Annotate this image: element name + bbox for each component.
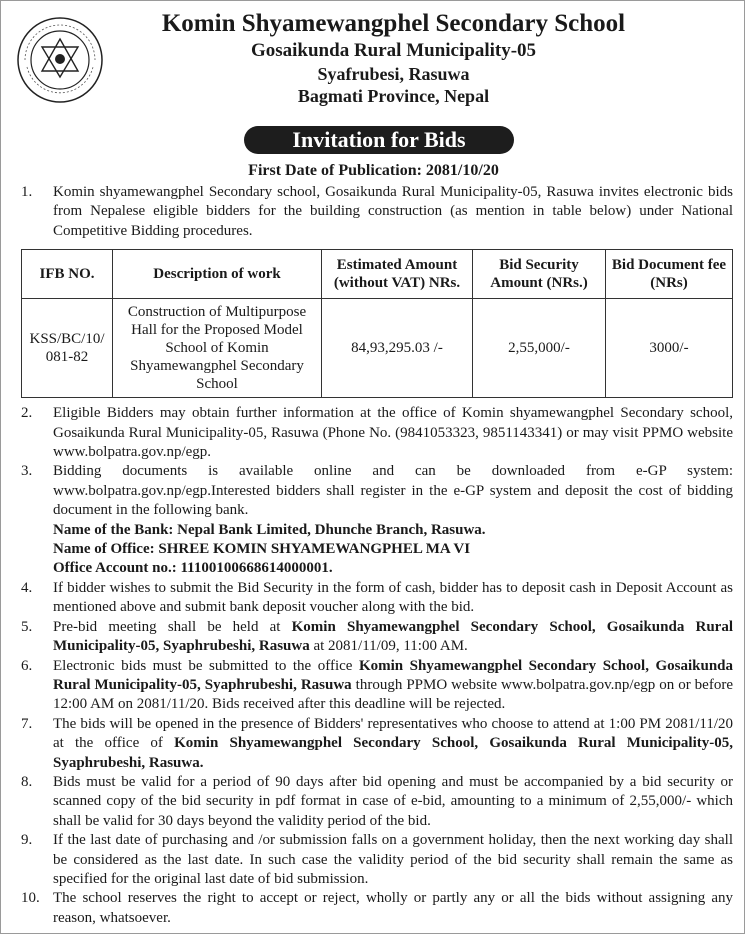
item-text-end: at 2081/11/09, 11:00 AM. [309, 638, 468, 655]
cell-amount: 84,93,295.03 /- [322, 299, 473, 398]
item-text: Komin shyamewangphel Secondary school, Gosaikunda Rural Municipality-05, Rasuwa invites electronic bids from Nepalese eligible bidders for the building construction (as mention in table below) under National Competitive Bidding procedures. [53, 184, 733, 239]
item-number: 8. [21, 773, 33, 790]
table-row [22, 299, 733, 398]
item-number: 1. [21, 184, 33, 200]
venue: Komin Shyamewangphel Secondary School, Gosaikunda Rural Municipality-05, Syaphrubeshi, Rasuwa [53, 618, 733, 655]
item-text: Bidding documents is available online and can be downloaded from e-GP system: www.bolpatra.gov.np/egp.Interested bidders shall register in the e-GP system and deposit the cost of bidding document in the following bank. [53, 463, 733, 519]
item-text-end: through PPMO website www.bolpatra.gov.np/egp on or before 12:00 AM on 2081/11/20. Bids received after this deadline will be rejected. [53, 676, 733, 713]
list-item [21, 657, 733, 715]
province: Bagmati Province, Nepal [297, 86, 490, 106]
item-number: 7. [21, 715, 33, 732]
venue: Komin Shyamewangphel Secondary School, Gosaikunda Rural Municipality-05, Syaphrubeshi, Rasuwa [53, 657, 734, 693]
list-item [21, 462, 733, 578]
account-number: Office Account no.: 11100100668614000001. [53, 560, 333, 577]
item-text: The school reserves the right to accept or reject, wholly or partly any or all the bids without assigning any reason, whatsoever. [53, 890, 733, 926]
school-name: Komin Shyamewangphel Secondary School [161, 10, 626, 37]
letterhead [1, 9, 745, 107]
item-number: 3. [21, 463, 33, 480]
location: Syafrubesi, Rasuwa [317, 64, 470, 84]
item-number: 4. [21, 579, 33, 596]
bid-table [21, 249, 733, 398]
municipality: Gosaikunda Rural Municipality-05 [250, 40, 537, 61]
list-item [21, 715, 733, 773]
item-text: Bids must be valid for a period of 90 days after bid opening and must be accompanied by a bid security or scanned copy of the bid security in pdf format in case of e-bid, amounting to a minimum of 2,55,000/- which shall be valid for 30 days beyond the validity period of the bid. [53, 773, 733, 829]
cell-fee: 3000/- [606, 299, 733, 398]
cell-security: 2,55,000/- [473, 299, 606, 398]
item-text: Eligible Bidders may obtain further information at the office of Komin shyamewangphel Secondary school, Gosaikunda Rural Municipality-05, Rasuwa (Phone No. (9841053323, 9851143341) or may visit PPMO website www.bolpatra.gov.np/egp. [53, 405, 733, 461]
cell-ifb: KSS/BC/10/ 081-82 [22, 299, 113, 398]
item-number: 5. [21, 618, 33, 635]
cell-description: Construction of Multipurpose Hall for the Proposed Model School of Komin Shyamewangphel Secondary School [113, 299, 322, 398]
list-item [21, 831, 733, 889]
item-number: 10. [21, 890, 40, 907]
col-header-amount: Estimated Amount (without VAT) NRs. [322, 250, 473, 299]
item-number: 9. [21, 832, 33, 849]
notice-body [21, 183, 733, 928]
col-header-ifb: IFB NO. [22, 250, 113, 299]
item-text: If the last date of purchasing and /or submission falls on a government holiday, then the next working day shall be considered as the last date. In such case the validity period of the bid security shall remain the same as specified for the original last date of bid submission. [53, 832, 733, 887]
item-number: 2. [21, 405, 33, 422]
list-item [21, 773, 733, 831]
publication-date: First Date of Publication: 2081/10/20 [248, 162, 499, 179]
item-number: 6. [21, 657, 33, 674]
list-item [21, 404, 733, 462]
col-header-description: Description of work [113, 250, 322, 299]
col-header-security: Bid Security Amount (NRs.) [473, 250, 606, 299]
list-item [21, 618, 733, 657]
item-text: Pre-bid meeting shall be held at [53, 618, 292, 635]
col-header-fee: Bid Document fee (NRs) [606, 250, 733, 299]
item-text: Electronic bids must be submitted to the office [53, 657, 359, 674]
venue: Komin Shyamewangphel Secondary School, Gosaikunda Rural Municipality-05, Syaphrubeshi, Rasuwa. [53, 735, 733, 771]
notice-title: Invitation for Bids [244, 126, 514, 154]
item-text: If bidder wishes to submit the Bid Security in the form of cash, bidder has to deposit cash in Deposit Account as mentioned above and submit bank deposit voucher along with the bid. [53, 579, 733, 616]
office-name: Name of Office: SHREE KOMIN SHYAMEWANGPHEL MA VI [53, 541, 471, 558]
list-item [21, 183, 733, 241]
bank-name: Name of the Bank: Nepal Bank Limited, Dhunche Branch, Rasuwa. [53, 521, 486, 538]
item-text: The bids will be opened in the presence of Bidders' representatives who choose to attend at 1:00 PM 2081/11/20 at the office of [53, 715, 733, 752]
list-item [21, 889, 733, 928]
table-header-row [22, 250, 733, 299]
list-item [21, 579, 733, 618]
